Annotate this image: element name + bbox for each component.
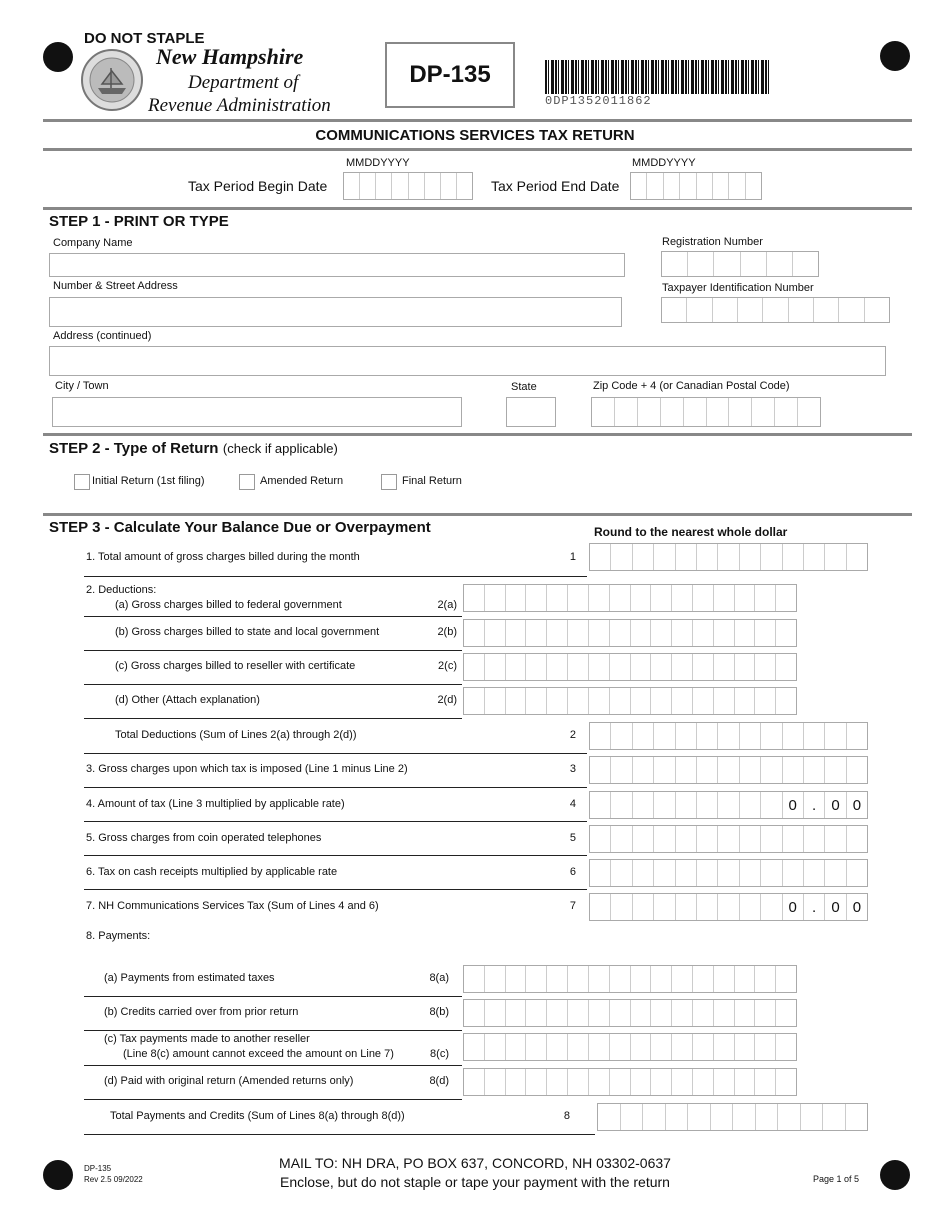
street-address-input[interactable] xyxy=(49,297,622,327)
row-rule xyxy=(84,650,462,651)
divider xyxy=(43,207,912,210)
begin-date-input[interactable] xyxy=(343,172,473,200)
row-rule xyxy=(84,821,587,822)
row-rule xyxy=(84,718,462,719)
line2c-num: 2(c) xyxy=(438,660,457,672)
step2-heading xyxy=(49,440,338,458)
end-date-label: Tax Period End Date xyxy=(491,178,620,194)
do-not-staple-label: DO NOT STAPLE xyxy=(84,30,205,47)
row-rule xyxy=(84,996,462,997)
amended-return-label: Amended Return xyxy=(260,475,344,487)
line2a-text: (a) Gross charges billed to federal government xyxy=(115,599,342,611)
line8-input[interactable] xyxy=(597,1103,868,1131)
registration-mark-top-right xyxy=(880,41,910,71)
line6-input[interactable] xyxy=(589,859,868,887)
line2c-text: (c) Gross charges billed to reseller with certificate xyxy=(115,660,356,672)
page-number: Page 1 of 5 xyxy=(813,1174,860,1184)
line8b-num: 8(b) xyxy=(429,1006,449,1018)
line8b-input[interactable] xyxy=(463,999,797,1027)
line8a-input[interactable] xyxy=(463,965,797,993)
line2b-num: 2(b) xyxy=(437,626,457,638)
line7-value-cent2: 0 xyxy=(852,898,862,916)
line7-input[interactable] xyxy=(589,893,868,921)
department-line-2: Revenue Administration xyxy=(148,95,331,116)
line8c-num: 8(c) xyxy=(430,1048,449,1060)
registration-number-label: Registration Number xyxy=(662,236,763,248)
row-rule xyxy=(84,787,587,788)
line2-head: 2. Deductions: xyxy=(86,584,157,596)
footer-form-id: DP-135 xyxy=(84,1164,112,1173)
city-input[interactable] xyxy=(52,397,462,427)
line1-text: 1. Total amount of gross charges billed during the month xyxy=(86,551,360,563)
state-name: New Hampshire xyxy=(156,44,304,69)
barcode-text: 0DP1352011862 xyxy=(545,94,652,108)
line6-num: 6 xyxy=(569,866,576,878)
company-name-input[interactable] xyxy=(49,253,625,277)
address-cont-label: Address (continued) xyxy=(53,330,152,342)
line7-num: 7 xyxy=(569,900,576,912)
divider xyxy=(43,119,912,122)
step2-note: (check if applicable) xyxy=(222,441,338,456)
address-cont-input[interactable] xyxy=(49,346,886,376)
zip-label: Zip Code + 4 (or Canadian Postal Code) xyxy=(593,380,790,392)
line2-text: Total Deductions (Sum of Lines 2(a) through 2(d)) xyxy=(115,729,357,741)
line5-num: 5 xyxy=(569,832,576,844)
line7-value-cent1: 0 xyxy=(825,894,846,920)
row-rule xyxy=(84,889,587,890)
line2d-text: (d) Other (Attach explanation) xyxy=(115,694,260,706)
line8d-text: (d) Paid with original return (Amended returns only) xyxy=(104,1075,354,1087)
row-rule xyxy=(84,616,462,617)
line8-text: Total Payments and Credits (Sum of Lines 8(a) through 8(d)) xyxy=(110,1110,405,1122)
line8-head: 8. Payments: xyxy=(86,930,151,942)
end-date-input[interactable] xyxy=(630,172,762,200)
line2c-input[interactable] xyxy=(463,653,797,681)
line8-num: 8 xyxy=(563,1110,570,1122)
enclose-note: Enclose, but do not staple or tape your payment with the return xyxy=(280,1174,670,1190)
initial-return-checkbox[interactable] xyxy=(74,474,90,490)
barcode-bars xyxy=(545,60,770,94)
round-note: Round to the nearest whole dollar xyxy=(594,525,788,539)
line4-value-cent1: 0 xyxy=(825,792,846,818)
state-seal-icon xyxy=(80,48,144,112)
line2a-input[interactable] xyxy=(463,584,797,612)
line7-value-sep: . xyxy=(804,894,825,920)
begin-date-label: Tax Period Begin Date xyxy=(188,178,328,194)
begin-date-format: MMDDYYYY xyxy=(346,157,410,169)
mail-to: MAIL TO: NH DRA, PO BOX 637, CONCORD, NH 03302-0637 xyxy=(279,1155,671,1171)
form-id: DP-135 xyxy=(409,61,491,88)
end-date-format: MMDDYYYY xyxy=(632,157,696,169)
line1-num: 1 xyxy=(569,551,576,563)
step3-title: STEP 3 - Calculate Your Balance Due or Overpayment xyxy=(49,519,431,536)
city-label: City / Town xyxy=(55,380,109,392)
line8d-num: 8(d) xyxy=(429,1075,449,1087)
line8b-text: (b) Credits carried over from prior return xyxy=(104,1006,299,1018)
registration-number-input[interactable] xyxy=(661,251,819,277)
state-label: State xyxy=(511,381,537,393)
tin-input[interactable] xyxy=(661,297,890,323)
line3-input[interactable] xyxy=(589,756,868,784)
row-rule xyxy=(84,855,587,856)
row-rule xyxy=(84,1030,462,1031)
line4-input[interactable] xyxy=(589,791,868,819)
step2-title: STEP 2 - Type of Return xyxy=(49,440,219,457)
row-rule xyxy=(84,753,587,754)
line8a-num: 8(a) xyxy=(429,972,449,984)
final-return-checkbox[interactable] xyxy=(381,474,397,490)
street-address-label: Number & Street Address xyxy=(53,280,178,292)
amended-return-checkbox[interactable] xyxy=(239,474,255,490)
step1-title: STEP 1 - PRINT OR TYPE xyxy=(49,213,229,230)
form-title: COMMUNICATIONS SERVICES TAX RETURN xyxy=(315,127,635,144)
final-return-label: Final Return xyxy=(402,475,462,487)
row-rule xyxy=(84,1134,595,1135)
line5-text: 5. Gross charges from coin operated telephones xyxy=(86,832,322,844)
line8c-text2: (Line 8(c) amount cannot exceed the amount on Line 7) xyxy=(123,1048,394,1060)
initial-return-label: Initial Return (1st filing) xyxy=(92,475,205,487)
line3-num: 3 xyxy=(569,763,576,775)
tin-label: Taxpayer Identification Number xyxy=(662,282,814,294)
department-line-1: Department of xyxy=(188,72,299,93)
line4-value-sep: . xyxy=(804,792,825,818)
line7-text: 7. NH Communications Services Tax (Sum of Lines 4 and 6) xyxy=(86,900,379,912)
line8c-text: (c) Tax payments made to another reseller xyxy=(104,1033,310,1045)
line2d-input[interactable] xyxy=(463,687,797,715)
state-input[interactable] xyxy=(506,397,556,427)
line2a-num: 2(a) xyxy=(437,599,457,611)
line3-text: 3. Gross charges upon which tax is imposed (Line 1 minus Line 2) xyxy=(86,763,408,775)
form-id-box xyxy=(385,42,515,108)
line8a-text: (a) Payments from estimated taxes xyxy=(104,972,275,984)
line4-num: 4 xyxy=(569,798,576,810)
company-name-label: Company Name xyxy=(53,237,133,249)
row-rule xyxy=(84,684,462,685)
divider xyxy=(43,433,912,436)
row-rule xyxy=(84,1065,462,1066)
line8d-input[interactable] xyxy=(463,1068,797,1096)
line2b-input[interactable] xyxy=(463,619,797,647)
divider xyxy=(43,513,912,516)
line2-input[interactable] xyxy=(589,722,868,750)
line4-text: 4. Amount of tax (Line 3 multiplied by applicable rate) xyxy=(86,798,345,810)
line2b-text: (b) Gross charges billed to state and local government xyxy=(115,626,380,638)
line8c-input[interactable] xyxy=(463,1033,797,1061)
divider xyxy=(43,148,912,151)
line7-value-whole: 0 xyxy=(783,894,804,920)
line2d-num: 2(d) xyxy=(437,694,457,706)
footer-revision: Rev 2.5 09/2022 xyxy=(84,1175,143,1184)
zip-input[interactable] xyxy=(591,397,821,427)
line6-text: 6. Tax on cash receipts multiplied by applicable rate xyxy=(86,866,338,878)
line1-input[interactable] xyxy=(589,543,868,571)
row-rule xyxy=(84,1099,462,1100)
registration-mark-top-left xyxy=(43,42,73,72)
line5-input[interactable] xyxy=(589,825,868,853)
line4-value-whole: 0 xyxy=(783,792,804,818)
line4-value-cent2: 0 xyxy=(852,796,862,814)
row-rule xyxy=(84,576,587,577)
line2-num: 2 xyxy=(569,729,576,741)
barcode xyxy=(545,60,770,110)
